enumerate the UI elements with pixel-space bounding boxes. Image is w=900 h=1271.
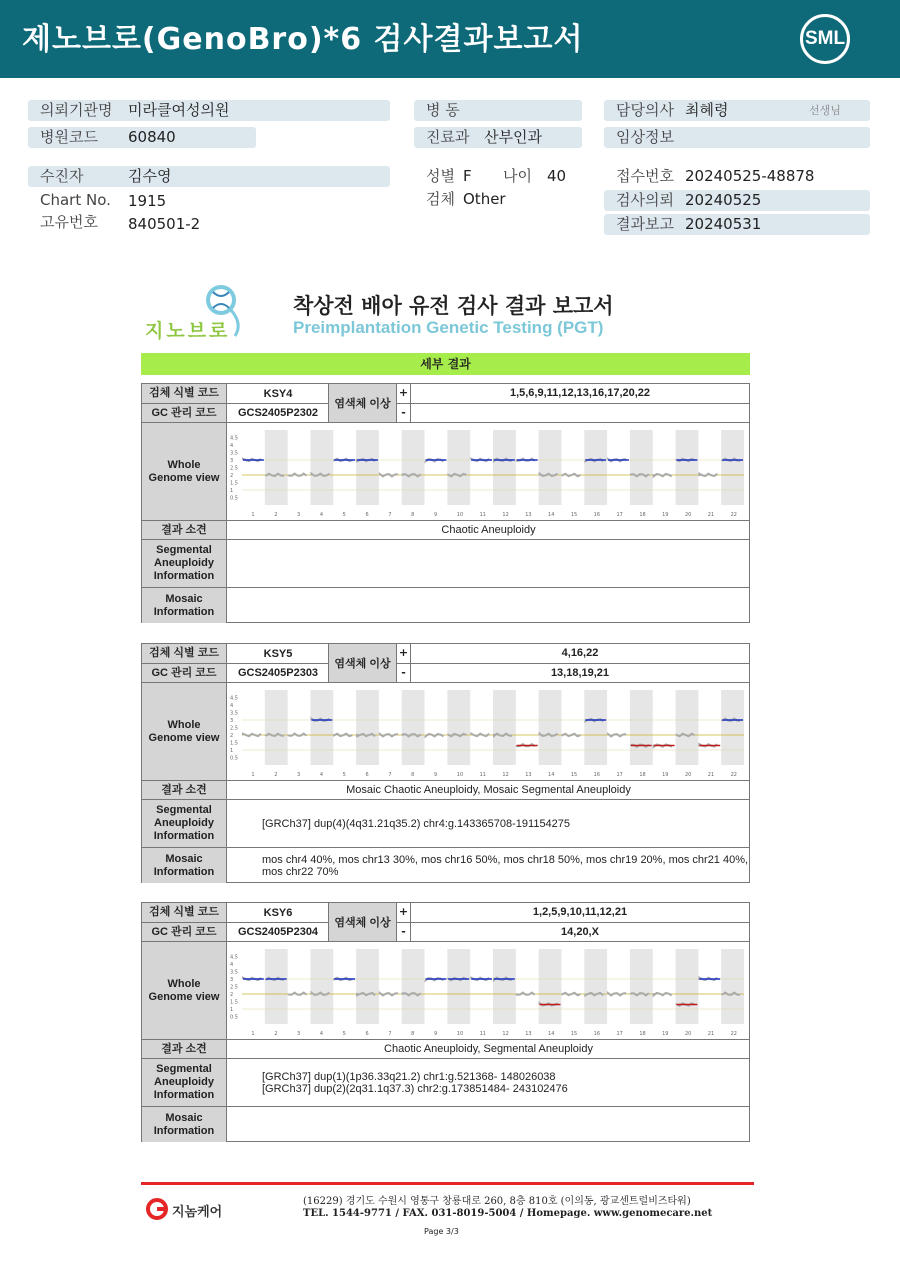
- chromosome-tick-label: 18: [639, 512, 646, 518]
- y-tick-label: 4.5: [230, 435, 238, 442]
- doctor-label: 담당의사: [616, 101, 674, 119]
- chromosome-tick-label: 15: [570, 772, 578, 778]
- chromosome-band: [310, 690, 333, 765]
- sample-block-ksy4: [141, 383, 750, 623]
- patient-row: [28, 166, 390, 187]
- chromosome-tick-label: 1: [251, 772, 255, 778]
- chromosome-band: [539, 949, 562, 1024]
- sex-label: 성별: [426, 167, 455, 185]
- chromosome-band: [356, 690, 379, 765]
- chromosome-tick-label: 18: [639, 1031, 646, 1037]
- y-tick-label: 2: [230, 473, 234, 479]
- chromosome-band: [721, 949, 744, 1024]
- specimen-value: Other: [463, 190, 506, 208]
- loss-sign: -: [397, 923, 411, 941]
- segmental-value: [228, 1059, 749, 1106]
- chromosome-tick-label: 17: [616, 1031, 623, 1037]
- finding-row: [142, 1039, 749, 1058]
- genome-plot: [228, 942, 749, 1039]
- age-label: 나이: [503, 167, 532, 185]
- sex-value: F: [463, 167, 472, 185]
- chromosome-tick-label: 20: [684, 772, 692, 778]
- page-number: Page 3/3: [424, 1227, 459, 1236]
- chromosome-tick-label: 22: [730, 772, 737, 778]
- chromosome-tick-label: 8: [411, 1031, 415, 1037]
- chromosome-tick-label: 9: [433, 772, 438, 778]
- chromosome-band: [721, 430, 744, 505]
- unique-id-label: 고유번호: [40, 213, 98, 231]
- chromosome-tick-label: 7: [388, 772, 392, 778]
- loss-chromosomes: [411, 404, 749, 422]
- genome-plot: [228, 423, 749, 520]
- chromosome-tick-label: 17: [616, 512, 623, 518]
- y-tick-label: 3: [230, 458, 234, 464]
- mosaic-value: mos chr4 40%, mos chr13 30%, mos chr16 50%, mos chr18 50%, mos chr19 20%, mos chr21 40%, mos chr22 70%: [262, 853, 749, 878]
- y-tick-label: 2.5: [230, 984, 238, 991]
- copy-number-plot: [228, 423, 749, 520]
- copy-number-points: [471, 734, 489, 736]
- finding-value: Chaotic Aneuploidy: [441, 524, 536, 536]
- hospital-code-label: 병원코드: [40, 128, 98, 146]
- chromosome-tick-label: 7: [388, 1031, 392, 1037]
- sample-code-row: [142, 644, 749, 670]
- copy-number-points: [654, 474, 672, 476]
- mosaic-row: [142, 587, 749, 623]
- y-tick-label: 3.5: [230, 710, 238, 717]
- chromosome-tick-label: 11: [479, 772, 486, 778]
- gain-sign: +: [397, 384, 411, 403]
- sample-block-ksy5: [141, 643, 750, 883]
- y-tick-label: 0.5: [230, 495, 238, 502]
- genome-plot: [228, 683, 749, 780]
- segmental-label: Segmental Aneuploidy Information: [142, 800, 227, 847]
- y-tick-label: 0.5: [230, 755, 238, 762]
- report-subtitle: Preimplantation Genetic Testing (PGT): [293, 318, 604, 337]
- y-tick-label: 4: [230, 962, 234, 968]
- chromosome-tick-label: 18: [639, 772, 646, 778]
- whole-genome-row: [142, 682, 749, 780]
- abnormality-label: 염색체 이상: [329, 903, 397, 941]
- chromosome-band: [630, 690, 653, 765]
- chromosome-tick-label: 15: [570, 1031, 578, 1037]
- chromosome-tick-label: 16: [593, 772, 601, 778]
- mosaic-label: Mosaic Information: [142, 588, 227, 623]
- chromosome-tick-label: 13: [525, 1031, 532, 1037]
- gc-code-label: GC 관리 코드: [142, 404, 227, 422]
- chromosome-tick-label: 21: [707, 772, 715, 778]
- chromosome-tick-label: 5: [342, 1031, 346, 1037]
- segmental-row: [142, 799, 749, 847]
- gc-code-value: GCS2405P2303: [228, 664, 329, 682]
- chromosome-tick-label: 5: [342, 772, 346, 778]
- y-tick-label: 4.5: [230, 954, 238, 961]
- chromosome-tick-label: 19: [662, 512, 669, 518]
- chromosome-tick-label: 11: [479, 512, 486, 518]
- department-row: [414, 127, 582, 148]
- report-date-row: [604, 214, 870, 235]
- doctor-value: 최혜령: [685, 101, 729, 119]
- y-tick-label: 4: [230, 703, 234, 709]
- chromosome-tick-label: 2: [274, 772, 278, 778]
- sample-code-value: KSY4: [228, 384, 329, 403]
- footer-divider: [141, 1182, 754, 1185]
- finding-value: Mosaic Chaotic Aneuploidy, Mosaic Segmental Aneuploidy: [346, 784, 631, 796]
- chromosome-band: [265, 690, 288, 765]
- gc-code-value: GCS2405P2302: [228, 404, 329, 422]
- mosaic-label: Mosaic Information: [142, 1107, 227, 1142]
- segmental-value: [228, 540, 749, 587]
- chromosome-tick-label: 21: [707, 1031, 715, 1037]
- chromosome-band: [584, 949, 607, 1024]
- chromosome-tick-label: 14: [548, 772, 555, 778]
- y-tick-label: 2.5: [230, 725, 238, 732]
- chromosome-band: [265, 949, 288, 1024]
- segmental-row: [142, 539, 749, 587]
- chromosome-tick-label: 6: [365, 1031, 369, 1037]
- chromosome-tick-label: 10: [456, 1031, 464, 1037]
- copy-number-points: [608, 734, 626, 736]
- sample-code-row: [142, 384, 749, 410]
- document-title: 제노브로(GenoBro)*6 검사결과보고서: [22, 22, 584, 57]
- gc-code-label: GC 관리 코드: [142, 664, 227, 682]
- segmental-value: [228, 800, 749, 847]
- specimen-label: 검체: [426, 190, 455, 208]
- sample-code-value: KSY6: [228, 903, 329, 922]
- gain-sign: +: [397, 903, 411, 922]
- y-tick-label: 2: [230, 733, 234, 739]
- chromosome-tick-label: 4: [319, 772, 324, 778]
- chromosome-band: [493, 430, 516, 505]
- copy-number-plot: [228, 683, 749, 780]
- request-date-row: [604, 190, 870, 211]
- y-tick-label: 4: [230, 443, 234, 449]
- chromosome-tick-label: 10: [456, 512, 464, 518]
- finding-label: 결과 소견: [142, 1040, 227, 1058]
- sample-code-label: 검체 식별 코드: [142, 903, 227, 922]
- chromosome-band: [402, 949, 425, 1024]
- request-date-value: 20240525: [685, 191, 762, 209]
- copy-number-points: [517, 993, 535, 995]
- chromosome-band: [676, 949, 699, 1024]
- y-tick-label: 3: [230, 718, 234, 724]
- detailed-results-header: 세부 결과: [141, 353, 750, 375]
- clinical-info-label: 임상정보: [616, 128, 674, 146]
- whole-genome-label: Whole Genome view: [142, 423, 227, 520]
- chromosome-tick-label: 13: [525, 772, 532, 778]
- report-header-bar: [0, 0, 900, 78]
- clinical-info-row: [604, 127, 870, 148]
- chromosome-tick-label: 10: [456, 772, 464, 778]
- report-date-label: 결과보고: [616, 215, 674, 233]
- chromosome-band: [310, 949, 333, 1024]
- abnormality-label: 염색체 이상: [329, 384, 397, 422]
- chromosome-tick-label: 9: [433, 1031, 438, 1037]
- mosaic-row: [142, 847, 749, 883]
- chromosome-tick-label: 5: [342, 512, 346, 518]
- abnormality-label: 염색체 이상: [329, 644, 397, 682]
- finding-row: [142, 520, 749, 539]
- chromosome-band: [447, 690, 470, 765]
- sample-code-label: 검체 식별 코드: [142, 384, 227, 403]
- sample-code-value: KSY5: [228, 644, 329, 663]
- y-tick-label: 1: [230, 1007, 234, 1013]
- chromosome-tick-label: 20: [684, 1031, 692, 1037]
- copy-number-points: [380, 993, 398, 995]
- copy-number-points: [380, 474, 398, 476]
- ward-label: 병 동: [426, 101, 460, 119]
- footer-address: (16229) 경기도 수원시 영통구 창룡대로 260, 8층 810호 (이의동, 광교센트럴비즈타워): [303, 1196, 691, 1207]
- y-tick-label: 1.5: [230, 480, 238, 487]
- chromosome-tick-label: 1: [251, 512, 255, 518]
- whole-genome-label: Whole Genome view: [142, 942, 227, 1039]
- chromosome-tick-label: 16: [593, 1031, 601, 1037]
- gain-sign: +: [397, 644, 411, 663]
- chromosome-tick-label: 8: [411, 772, 415, 778]
- age-value: 40: [547, 167, 567, 185]
- gc-code-row: [142, 922, 749, 941]
- chromosome-tick-label: 16: [593, 512, 601, 518]
- gc-code-label: GC 관리 코드: [142, 923, 227, 941]
- chromosome-tick-label: 1: [251, 1031, 255, 1037]
- mosaic-label: Mosaic Information: [142, 848, 227, 883]
- y-tick-label: 1.5: [230, 740, 238, 747]
- department-value: 산부인과: [484, 128, 542, 146]
- requesting-institution-label: 의뢰기관명: [40, 101, 113, 119]
- chromosome-tick-label: 20: [684, 512, 692, 518]
- genomecare-name: 지놈케어: [172, 1205, 223, 1220]
- chromosome-band: [584, 430, 607, 505]
- whole-genome-label: Whole Genome view: [142, 683, 227, 780]
- loss-chromosomes: 13,18,19,21: [550, 667, 610, 679]
- report-title: 착상전 배아 유전 검사 결과 보고서: [293, 294, 614, 318]
- mosaic-value: [228, 1107, 749, 1142]
- chromosome-band: [356, 949, 379, 1024]
- footer-address-block: [303, 1196, 712, 1220]
- chromosome-band: [676, 690, 699, 765]
- segmental-line: [GRCh37] dup(1)(1p36.33q21.2) chr1:g.521368- 148026038: [262, 1070, 556, 1083]
- chromosome-band: [539, 430, 562, 505]
- chromosome-band: [539, 690, 562, 765]
- chromosome-band: [493, 690, 516, 765]
- patient-value: 김수영: [128, 167, 172, 185]
- y-tick-label: 3: [230, 977, 234, 983]
- copy-number-points: [289, 734, 307, 736]
- chromosome-tick-label: 12: [502, 772, 509, 778]
- requesting-institution-row: [28, 100, 390, 121]
- receipt-row: [604, 166, 870, 187]
- chromosome-band: [721, 690, 744, 765]
- receipt-label: 접수번호: [616, 167, 674, 185]
- mosaic-row: [142, 1106, 749, 1142]
- chromosome-tick-label: 2: [274, 1031, 278, 1037]
- mosaic-value: [228, 588, 749, 623]
- unique-id-value: 840501-2: [128, 215, 201, 233]
- chromosome-tick-label: 22: [730, 1031, 737, 1037]
- chromosome-tick-label: 14: [548, 1031, 555, 1037]
- y-tick-label: 2.5: [230, 465, 238, 472]
- chromosome-tick-label: 11: [479, 1031, 486, 1037]
- chromosome-tick-label: 13: [525, 512, 532, 518]
- doctor-suffix: 선생님: [809, 104, 841, 117]
- chromosome-tick-label: 6: [365, 772, 369, 778]
- copy-number-points: [289, 474, 307, 476]
- chromosome-tick-label: 15: [570, 512, 578, 518]
- chromosome-tick-label: 9: [433, 512, 438, 518]
- sample-code-label: 검체 식별 코드: [142, 644, 227, 663]
- y-tick-label: 1.5: [230, 999, 238, 1006]
- copy-number-points: [699, 474, 717, 476]
- copy-number-points: [608, 993, 626, 995]
- requesting-institution-value: 미라클여성의원: [128, 101, 230, 119]
- chromosome-tick-label: 6: [365, 512, 369, 518]
- y-tick-label: 4.5: [230, 695, 238, 702]
- sample-code-row: [142, 903, 749, 929]
- chromosome-band: [630, 949, 653, 1024]
- loss-sign: -: [397, 664, 411, 682]
- chart-no-label: Chart No.: [40, 191, 111, 209]
- ward-row: [414, 100, 582, 121]
- footer-contact: TEL. 1544-9771 / FAX. 031-8019-5004 / Homepage. www.genomecare.net: [303, 1208, 713, 1219]
- chromosome-band: [447, 430, 470, 505]
- copy-number-points: [243, 734, 261, 736]
- chromosome-tick-label: 22: [730, 512, 737, 518]
- gain-chromosomes: 1,2,5,9,10,11,12,21: [532, 906, 628, 918]
- department-label: 진료과: [426, 128, 470, 146]
- gain-chromosomes: 1,5,6,9,11,12,13,16,17,20,22: [509, 387, 651, 399]
- segmental-line: [GRCh37] dup(4)(4q31.21q35.2) chr4:g.143365708-191154275: [262, 817, 571, 830]
- chromosome-tick-label: 3: [297, 512, 301, 518]
- chromosome-band: [493, 949, 516, 1024]
- genobro-logo: [143, 284, 253, 344]
- genomecare-g-icon: [146, 1198, 168, 1220]
- segmental-row: [142, 1058, 749, 1106]
- gc-code-row: [142, 403, 749, 422]
- chromosome-tick-label: 12: [502, 1031, 509, 1037]
- chromosome-band: [265, 430, 288, 505]
- chromosome-tick-label: 14: [548, 512, 555, 518]
- chromosome-tick-label: 17: [616, 772, 623, 778]
- hospital-code-row: [28, 127, 256, 148]
- report-date-value: 20240531: [685, 215, 762, 233]
- chromosome-tick-label: 7: [388, 512, 392, 518]
- copy-number-points: [426, 734, 444, 736]
- gain-chromosomes: 4,16,22: [561, 647, 599, 659]
- y-tick-label: 2: [230, 992, 234, 998]
- chromosome-band: [584, 690, 607, 765]
- receipt-value: 20240525-48878: [685, 167, 815, 185]
- gc-code-row: [142, 663, 749, 682]
- copy-number-points: [289, 993, 307, 995]
- loss-sign: -: [397, 404, 411, 422]
- request-date-label: 검사의뢰: [616, 191, 674, 209]
- chromosome-tick-label: 2: [274, 512, 278, 518]
- chromosome-band: [676, 430, 699, 505]
- finding-value: Chaotic Aneuploidy, Segmental Aneuploidy: [384, 1043, 593, 1055]
- y-tick-label: 3.5: [230, 969, 238, 976]
- y-tick-label: 1: [230, 748, 234, 754]
- sml-logo: SML: [800, 14, 850, 64]
- loss-chromosomes: 14,20,X: [561, 926, 599, 938]
- chart-no-value: 1915: [128, 192, 167, 210]
- gc-code-value: GCS2405P2304: [228, 923, 329, 941]
- sample-block-ksy6: [141, 902, 750, 1142]
- chromosome-band: [402, 690, 425, 765]
- finding-label: 결과 소견: [142, 521, 227, 539]
- chromosome-tick-label: 19: [662, 772, 669, 778]
- chromosome-band: [402, 430, 425, 505]
- genomecare-logo: [146, 1198, 236, 1224]
- doctor-row: [604, 100, 870, 121]
- chromosome-tick-label: 3: [297, 1031, 301, 1037]
- segmental-label: Segmental Aneuploidy Information: [142, 540, 227, 587]
- chromosome-band: [356, 430, 379, 505]
- copy-number-plot: [228, 942, 749, 1039]
- segmental-line: [GRCh37] dup(2)(2q31.1q37.3) chr2:g.173851484- 243102476: [262, 1082, 568, 1095]
- y-tick-label: 3.5: [230, 450, 238, 457]
- finding-row: [142, 780, 749, 799]
- patient-label: 수진자: [40, 167, 84, 185]
- chromosome-tick-label: 4: [319, 512, 324, 518]
- chromosome-tick-label: 12: [502, 512, 509, 518]
- whole-genome-row: [142, 941, 749, 1039]
- genobro-logo-text: 지노브로: [145, 320, 231, 342]
- y-tick-label: 0.5: [230, 1014, 238, 1021]
- y-tick-label: 1: [230, 488, 234, 494]
- chromosome-band: [447, 949, 470, 1024]
- chromosome-tick-label: 19: [662, 1031, 669, 1037]
- copy-number-points: [654, 993, 672, 995]
- segmental-label: Segmental Aneuploidy Information: [142, 1059, 227, 1106]
- hospital-code-value: 60840: [128, 128, 176, 146]
- chromosome-tick-label: 8: [411, 512, 415, 518]
- chromosome-band: [310, 430, 333, 505]
- copy-number-points: [380, 734, 398, 736]
- chromosome-tick-label: 21: [707, 512, 715, 518]
- chromosome-band: [630, 430, 653, 505]
- finding-label: 결과 소견: [142, 781, 227, 799]
- chromosome-tick-label: 3: [297, 772, 301, 778]
- chromosome-tick-label: 4: [319, 1031, 324, 1037]
- whole-genome-row: [142, 422, 749, 520]
